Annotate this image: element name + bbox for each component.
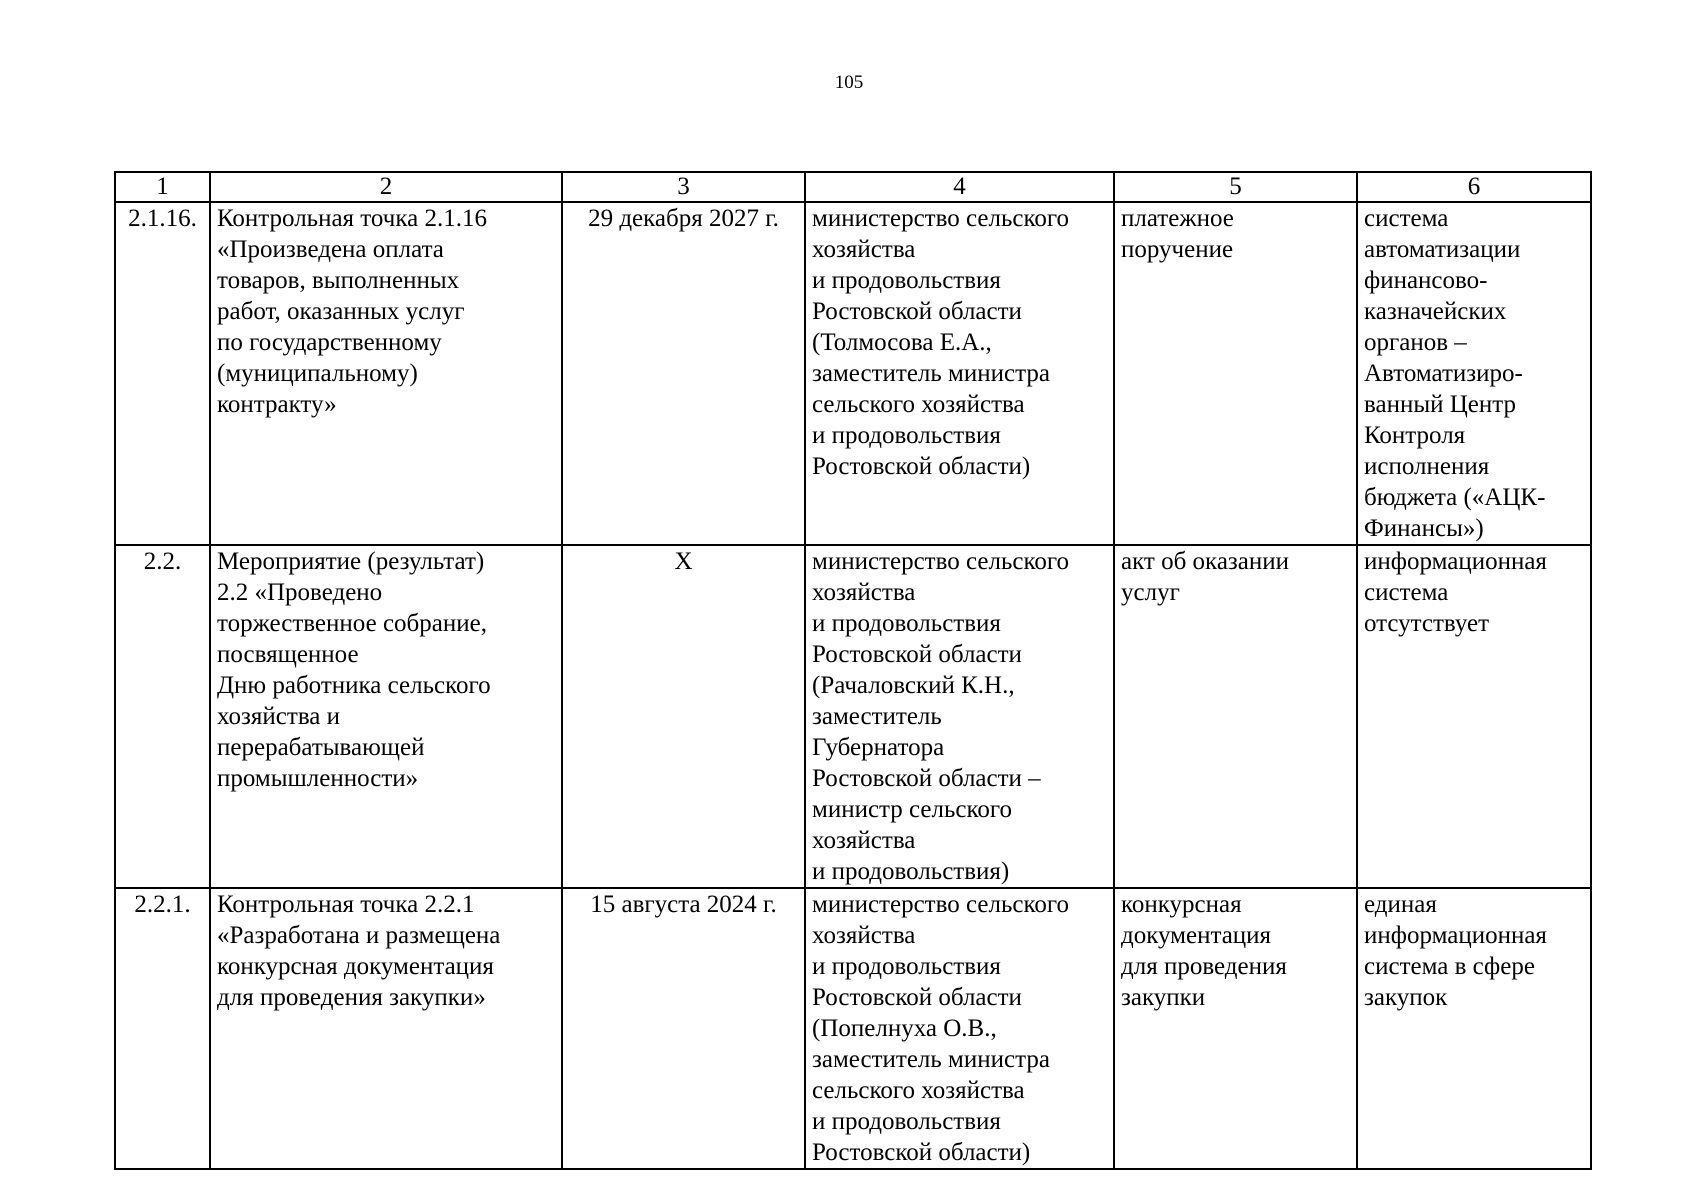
text-line: и продовольствия — [812, 610, 1001, 637]
text-line: конкурсная документация — [217, 953, 494, 980]
text-line: хозяйства и — [217, 703, 341, 730]
text-line: (муниципальному) — [217, 360, 418, 387]
column-header-4: 4 — [805, 172, 1114, 202]
row-name — [210, 202, 562, 545]
text-line: казначейских — [1364, 298, 1507, 325]
text-line: информационная — [1364, 548, 1547, 575]
text-line: исполнения — [1364, 453, 1490, 480]
text-line: Контроля — [1364, 422, 1466, 449]
text-line: финансово- — [1364, 267, 1488, 294]
text-line: министерство сельского — [812, 205, 1069, 232]
text-line: хозяйства — [812, 579, 916, 606]
text-line: бюджета («АЦК- — [1364, 484, 1546, 511]
text-line: Контрольная точка 2.1.16 — [217, 205, 487, 232]
text-line: (Попелнуха О.В., — [812, 1015, 997, 1042]
text-line: заместитель министра — [812, 1046, 1050, 1073]
text-line: акт об оказании — [1121, 548, 1290, 575]
text-line: Ростовской области — [812, 298, 1022, 325]
text-line: Финансы») — [1364, 515, 1484, 542]
text-line: министерство сельского — [812, 891, 1069, 918]
text-line: система в сфере — [1364, 953, 1535, 980]
row-responsible — [805, 202, 1114, 545]
text-line: для проведения — [1121, 953, 1287, 980]
text-line: ванный Центр — [1364, 391, 1517, 418]
text-line: платежное — [1121, 205, 1234, 232]
text-line: Автоматизиро- — [1364, 360, 1523, 387]
text-line: (Рачаловский К.Н., — [812, 672, 1015, 699]
text-line: работ, оказанных услуг — [217, 298, 465, 325]
column-header-6: 6 — [1357, 172, 1591, 202]
table-row — [115, 545, 1591, 888]
row-name — [210, 888, 562, 1169]
text-line: услуг — [1121, 579, 1180, 606]
text-line: система — [1364, 205, 1449, 232]
text-line: хозяйства — [812, 922, 916, 949]
text-line: Ростовской области) — [812, 453, 1031, 480]
text-line: Дню работника сельского — [217, 672, 491, 699]
row-responsible — [805, 545, 1114, 888]
text-line: закупок — [1364, 984, 1448, 1011]
table-row — [115, 202, 1591, 545]
text-line: перерабатывающей — [217, 734, 425, 761]
text-line: «Разработана и размещена — [217, 922, 501, 949]
text-line: автоматизации — [1364, 236, 1521, 263]
row-date: 15 августа 2024 г. — [562, 888, 805, 1169]
column-header-1: 1 — [115, 172, 210, 202]
text-line: документация — [1121, 922, 1272, 949]
text-line: единая — [1364, 891, 1437, 918]
text-line: министр сельского — [812, 796, 1013, 823]
text-line: Ростовской области – — [812, 765, 1041, 792]
plan-table — [114, 171, 1592, 1170]
column-header-3: 3 — [562, 172, 805, 202]
page-number: 105 — [834, 72, 864, 93]
column-header-5: 5 — [1114, 172, 1357, 202]
text-line: министерство сельского — [812, 548, 1069, 575]
text-line: Ростовской области — [812, 641, 1022, 668]
text-line: заместитель — [812, 703, 942, 730]
text-line: посвященное — [217, 641, 359, 668]
text-line: хозяйства — [812, 827, 916, 854]
row-number: 2.2. — [115, 545, 210, 888]
text-line: система — [1364, 579, 1449, 606]
row-responsible — [805, 888, 1114, 1169]
row-number: 2.1.16. — [115, 202, 210, 545]
text-line: контракту» — [217, 391, 337, 418]
text-line: сельского хозяйства — [812, 1077, 1025, 1104]
text-line: (Толмосова Е.А., — [812, 329, 992, 356]
text-line: поручение — [1121, 236, 1234, 263]
text-line: торжественное собрание, — [217, 610, 487, 637]
row-system — [1357, 888, 1591, 1169]
text-line: и продовольствия — [812, 953, 1001, 980]
text-line: Ростовской области — [812, 984, 1022, 1011]
text-line: и продовольствия — [812, 422, 1001, 449]
row-date: 29 декабря 2027 г. — [562, 202, 805, 545]
row-document — [1114, 888, 1357, 1169]
row-name — [210, 545, 562, 888]
text-line: органов – — [1364, 329, 1467, 356]
text-line: и продовольствия — [812, 1108, 1001, 1135]
text-line: сельского хозяйства — [812, 391, 1025, 418]
text-line: «Произведена оплата — [217, 236, 444, 263]
text-line: конкурсная — [1121, 891, 1242, 918]
text-line: Мероприятие (результат) — [217, 548, 485, 575]
text-line: информационная — [1364, 922, 1547, 949]
table-row — [115, 888, 1591, 1169]
row-document — [1114, 545, 1357, 888]
row-document — [1114, 202, 1357, 545]
row-system — [1357, 202, 1591, 545]
text-line: Губернатора — [812, 734, 945, 761]
text-line: отсутствует — [1364, 610, 1490, 637]
column-header-2: 2 — [210, 172, 562, 202]
text-line: 2.2 «Проведено — [217, 579, 383, 606]
row-date: Х — [562, 545, 805, 888]
header-row — [115, 172, 1591, 202]
text-line: и продовольствия — [812, 267, 1001, 294]
text-line: по государственному — [217, 329, 442, 356]
text-line: товаров, выполненных — [217, 267, 460, 294]
text-line: заместитель министра — [812, 360, 1050, 387]
row-system — [1357, 545, 1591, 888]
text-line: для проведения закупки» — [217, 984, 486, 1011]
row-number: 2.2.1. — [115, 888, 210, 1169]
text-line: промышленности» — [217, 765, 419, 792]
text-line: Контрольная точка 2.2.1 — [217, 891, 475, 918]
text-line: хозяйства — [812, 236, 916, 263]
text-line: и продовольствия) — [812, 858, 1010, 885]
text-line: Ростовской области) — [812, 1139, 1031, 1166]
text-line: закупки — [1121, 984, 1206, 1011]
